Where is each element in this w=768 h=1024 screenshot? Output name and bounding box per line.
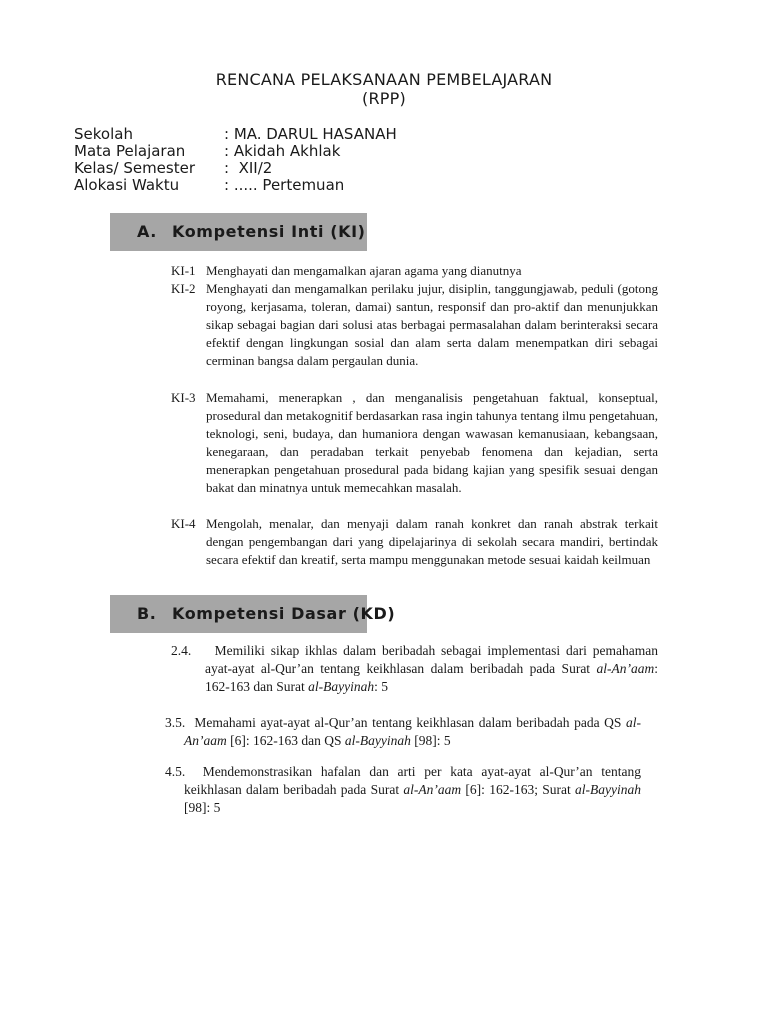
info-value: : XII/2 xyxy=(224,159,273,177)
kd-number: 2.4. xyxy=(171,643,192,658)
ki-code: KI-1 xyxy=(171,263,196,278)
kd-surah-name: al-Bayyinah xyxy=(344,733,411,748)
section-letter: B. xyxy=(137,604,157,623)
ki-code: KI-4 xyxy=(171,516,196,531)
info-label: Sekolah xyxy=(74,125,133,143)
kd-item xyxy=(165,714,641,750)
info-value: : ..... Pertemuan xyxy=(224,176,345,194)
kd-text: [98]: 5 xyxy=(410,733,451,748)
kd-text: Memahami ayat-ayat al-Qur’an tentang keikhlasan dalam beribadah pada QS xyxy=(194,715,626,730)
info-row-subject xyxy=(74,143,340,160)
document-title: RENCANA PELAKSANAAN PEMBELAJARAN xyxy=(215,70,553,89)
section-title-text: Kompetensi Inti (KI) xyxy=(172,222,366,241)
ki-item xyxy=(171,262,658,280)
section-b-heading xyxy=(137,604,395,623)
kd-text: [6]: 162-163 dan QS xyxy=(226,733,345,748)
kd-surah-name: al-An’aam xyxy=(184,715,641,748)
kd-text: : 5 xyxy=(374,679,388,694)
kd-text: : 162-163 dan Surat xyxy=(205,661,658,694)
ki-text: Mengolah, menalar, dan menyaji dalam ranah konkret dan ranah abstrak terkait dengan pengembangan dari yang dipelajarinya di sekolah secara mandiri, bertindak secara efektif dan kreatif, serta mampu menggunakan metode sesuai kaidah keilmuan xyxy=(206,516,658,567)
ki-text: Menghayati dan mengamalkan ajaran agama yang dianutnya xyxy=(206,263,522,278)
ki-item xyxy=(171,280,658,370)
ki-text: Menghayati dan mengamalkan perilaku jujur, disiplin, tanggungjawab, peduli (gotong royong, kerjasama, toleran, damai) santun, responsif dan pro-aktif dan menunjukkan sikap sebagai bagian dari solusi atas berbagai permasalahan dalam berinteraksi secara efektif dengan lingkungan sosial dan alam serta dalam menempatkan diri sebagai cerminan bangsa dalam pergaulan dunia. xyxy=(206,281,658,368)
info-row-school xyxy=(74,126,397,143)
kd-text: Memiliki sikap ikhlas dalam beribadah sebagai implementasi dari pemahaman ayat-ayat al-Qur’an tentang keikhlasan dalam beribadah pada Surat xyxy=(205,643,658,676)
ki-code: KI-3 xyxy=(171,390,196,405)
kd-text: [6]: 162-163; Surat xyxy=(461,782,576,797)
ki-item xyxy=(171,515,658,569)
kd-surah-name: al-An’aam xyxy=(403,782,462,797)
kd-surah-name: al-Bayyinah xyxy=(575,782,641,797)
kd-item xyxy=(165,763,641,817)
info-label: Kelas/ Semester xyxy=(74,159,195,177)
ki-code: KI-2 xyxy=(171,281,196,296)
document-subtitle: (RPP) xyxy=(362,89,406,108)
ki-item xyxy=(171,389,658,497)
kd-item xyxy=(171,642,658,696)
kd-text: Mendemonstrasikan hafalan dan arti per kata ayat-ayat al-Qur’an tentang keikhlasan dalam beribadah pada Surat xyxy=(184,764,641,797)
kd-text: [98]: 5 xyxy=(184,800,221,815)
kd-surah-name: al-Bayyinah xyxy=(308,679,375,694)
section-letter: A. xyxy=(137,222,157,241)
kd-number: 3.5. xyxy=(165,715,186,730)
info-label: Alokasi Waktu xyxy=(74,176,180,194)
info-value: : MA. DARUL HASANAH xyxy=(224,125,397,143)
section-title-text: Kompetensi Dasar (KD) xyxy=(172,604,396,623)
info-label: Mata Pelajaran xyxy=(74,142,186,160)
info-row-class xyxy=(74,160,272,177)
info-value: : Akidah Akhlak xyxy=(224,142,341,160)
info-row-time xyxy=(74,177,344,194)
kd-surah-name: al-An’aam xyxy=(596,661,655,676)
section-a-heading xyxy=(137,222,366,241)
kd-number: 4.5. xyxy=(165,764,186,779)
ki-text: Memahami, menerapkan , dan menganalisis pengetahuan faktual, konseptual, prosedural dan metakognitif berdasarkan rasa ingin tahunya tentang ilmu pengetahuan, teknologi, seni, budaya, dan humaniora dengan wawasan kemanusiaan, kebangsaan, kenegaraan, dan peradaban terkait penyebab fenomena dan kejadian, serta menerapkan pengetahuan prosedural pada bidang kajian yang spesifik sesuai dengan bakat dan minatnya untuk memecahkan masalah. xyxy=(206,390,658,495)
